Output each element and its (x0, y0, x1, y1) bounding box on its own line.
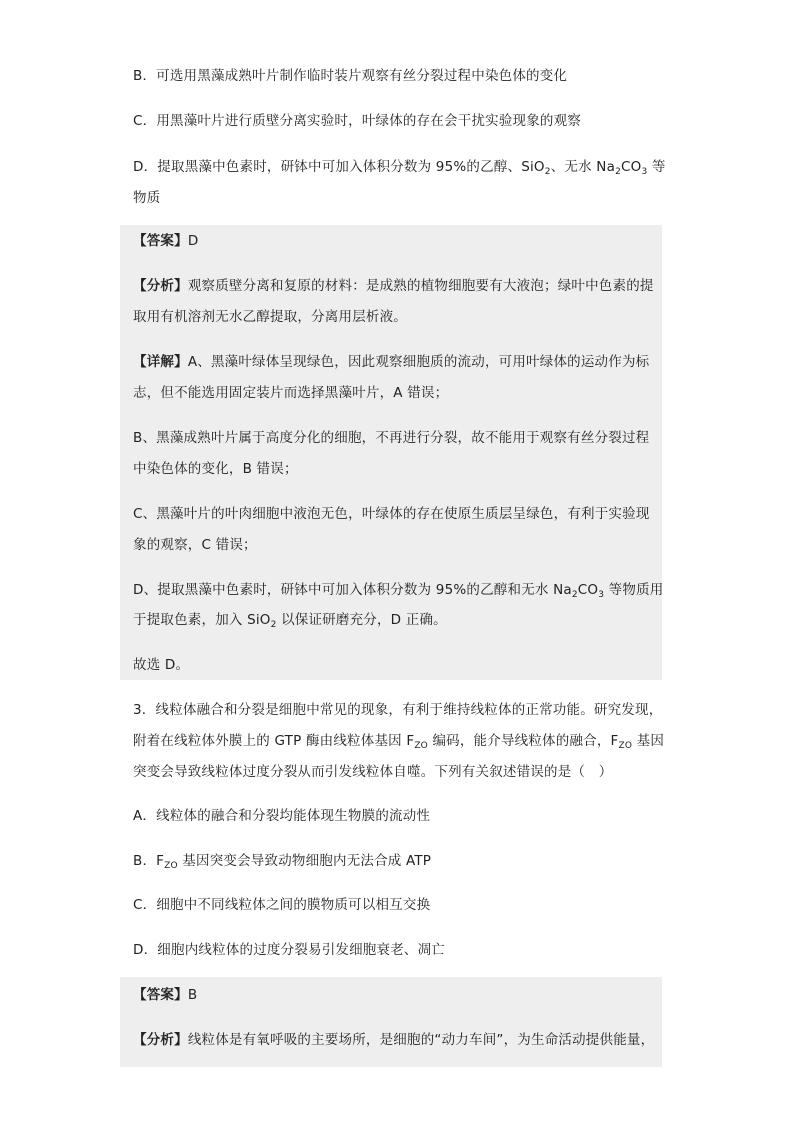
q2-option-d-text: CO (621, 159, 642, 175)
q3-option-c: C．细胞中不同线粒体之间的膜物质可以相互交换 (133, 897, 431, 913)
detail-text: D、提取黑藻中色素时，研钵中可加入体积分数为 95%的乙醇和无水 Na (133, 582, 572, 598)
subscript: ZO (618, 741, 633, 751)
q2-detail-d (133, 580, 663, 600)
q2-detail-a (133, 352, 649, 372)
subscript: 2 (615, 167, 621, 177)
q2-detail-c: C、黑藻叶片的叶肉细胞中液泡无色，叶绿体的存在使原生质层呈绿色，有利于实验现 (133, 506, 650, 522)
q3-stem-continued: 突变会导致线粒体过度分裂从而引发线粒体自噬。下列有关叙述错误的是（ ） (133, 764, 613, 780)
analysis-tag: 【分析】 (133, 1032, 188, 1048)
subscript: 2 (544, 167, 551, 177)
q3-answer (133, 985, 197, 1005)
q2-analysis-continued: 取用有机溶剂无水乙醇提取，分离用层析液。 (133, 309, 407, 325)
q3-analysis (133, 1030, 654, 1050)
q3-option-a: A．线粒体的融合和分裂均能体现生物膜的流动性 (133, 808, 431, 824)
subscript: 3 (641, 167, 648, 177)
q3-stem: 3．线粒体融合和分裂是细胞中常见的现象，有利于维持线粒体的正常功能。研究发现， (133, 702, 663, 718)
q3-stem-text: 附着在线粒体外膜上的 GTP 酶由线粒体基因 F (133, 733, 415, 749)
answer-tag: 【答案】 (133, 233, 188, 249)
answer-value: B (187, 987, 198, 1003)
q3-option-b (133, 851, 431, 871)
q3-option-b-text: B．F (133, 853, 165, 869)
subscript: ZO (164, 861, 178, 871)
analysis-text: 线粒体是有氧呼吸的主要场所，是细胞的“动力车间”，为生命活动提供能量， (187, 1032, 655, 1048)
subscript: 3 (598, 590, 605, 600)
q2-option-d-text: 、无水 Na (550, 159, 616, 175)
q2-option-d-continued: 物质 (133, 190, 161, 206)
subscript: 2 (571, 590, 578, 600)
q3-stem-text: 编码，能介导线粒体的融合，F (427, 733, 619, 749)
q2-detail-c-continued: 象的观察，C 错误； (133, 537, 257, 553)
answer-block-background (120, 977, 662, 1067)
detail-text: A、黑藻叶绿体呈现绿色，因此观察细胞质的流动，可用叶绿体的运动作为标 (187, 354, 650, 370)
analysis-text: 观察质壁分离和复原的材料：是成熟的植物细胞要有大液泡；绿叶中色素的提 (187, 278, 654, 294)
q2-detail-b-continued: 中染色体的变化，B 错误； (133, 461, 298, 477)
q2-detail-d-continued (133, 610, 447, 630)
answer-tag: 【答案】 (133, 987, 188, 1003)
q2-conclusion: 故选 D。 (133, 657, 190, 673)
q2-option-d-text: D．提取黑藻中色素时，研钵中可加入体积分数为 95%的乙醇、SiO (133, 159, 545, 175)
answer-value: D (187, 233, 199, 249)
q3-stem-continued (133, 731, 664, 751)
detail-text: CO (577, 582, 599, 598)
detail-text: 于提取色素，加入 SiO (133, 612, 271, 628)
q3-option-d: D．细胞内线粒体的过度分裂易引发细胞衰老、凋亡 (133, 942, 445, 958)
q2-analysis (133, 276, 654, 296)
q2-option-d (133, 157, 666, 177)
q2-answer (133, 231, 198, 251)
detail-text: 等物质用 (604, 582, 664, 598)
detail-tag: 【详解】 (133, 354, 188, 370)
analysis-tag: 【分析】 (133, 278, 188, 294)
detail-text: 以保证研磨充分，D 正确。 (276, 612, 447, 628)
q2-option-c: C．用黑藻叶片进行质壁分离实验时，叶绿体的存在会干扰实验现象的观察 (133, 113, 582, 129)
q2-option-b: B．可选用黑藻成熟叶片制作临时装片观察有丝分裂过程中染色体的变化 (133, 68, 568, 84)
q3-option-b-text: 基因突变会导致动物细胞内无法合成 ATP (177, 853, 432, 869)
q2-option-d-text: 等 (647, 159, 666, 175)
q3-stem-text: 基因 (632, 733, 665, 749)
q2-detail-a-continued: 志，但不能选用固定装片而选择黑藻叶片，A 错误； (133, 385, 449, 401)
subscript: 2 (270, 620, 277, 630)
q2-detail-b: B、黑藻成熟叶片属于高度分化的细胞，不再进行分裂，故不能用于观察有丝分裂过程 (133, 430, 650, 446)
subscript: ZO (414, 741, 428, 751)
